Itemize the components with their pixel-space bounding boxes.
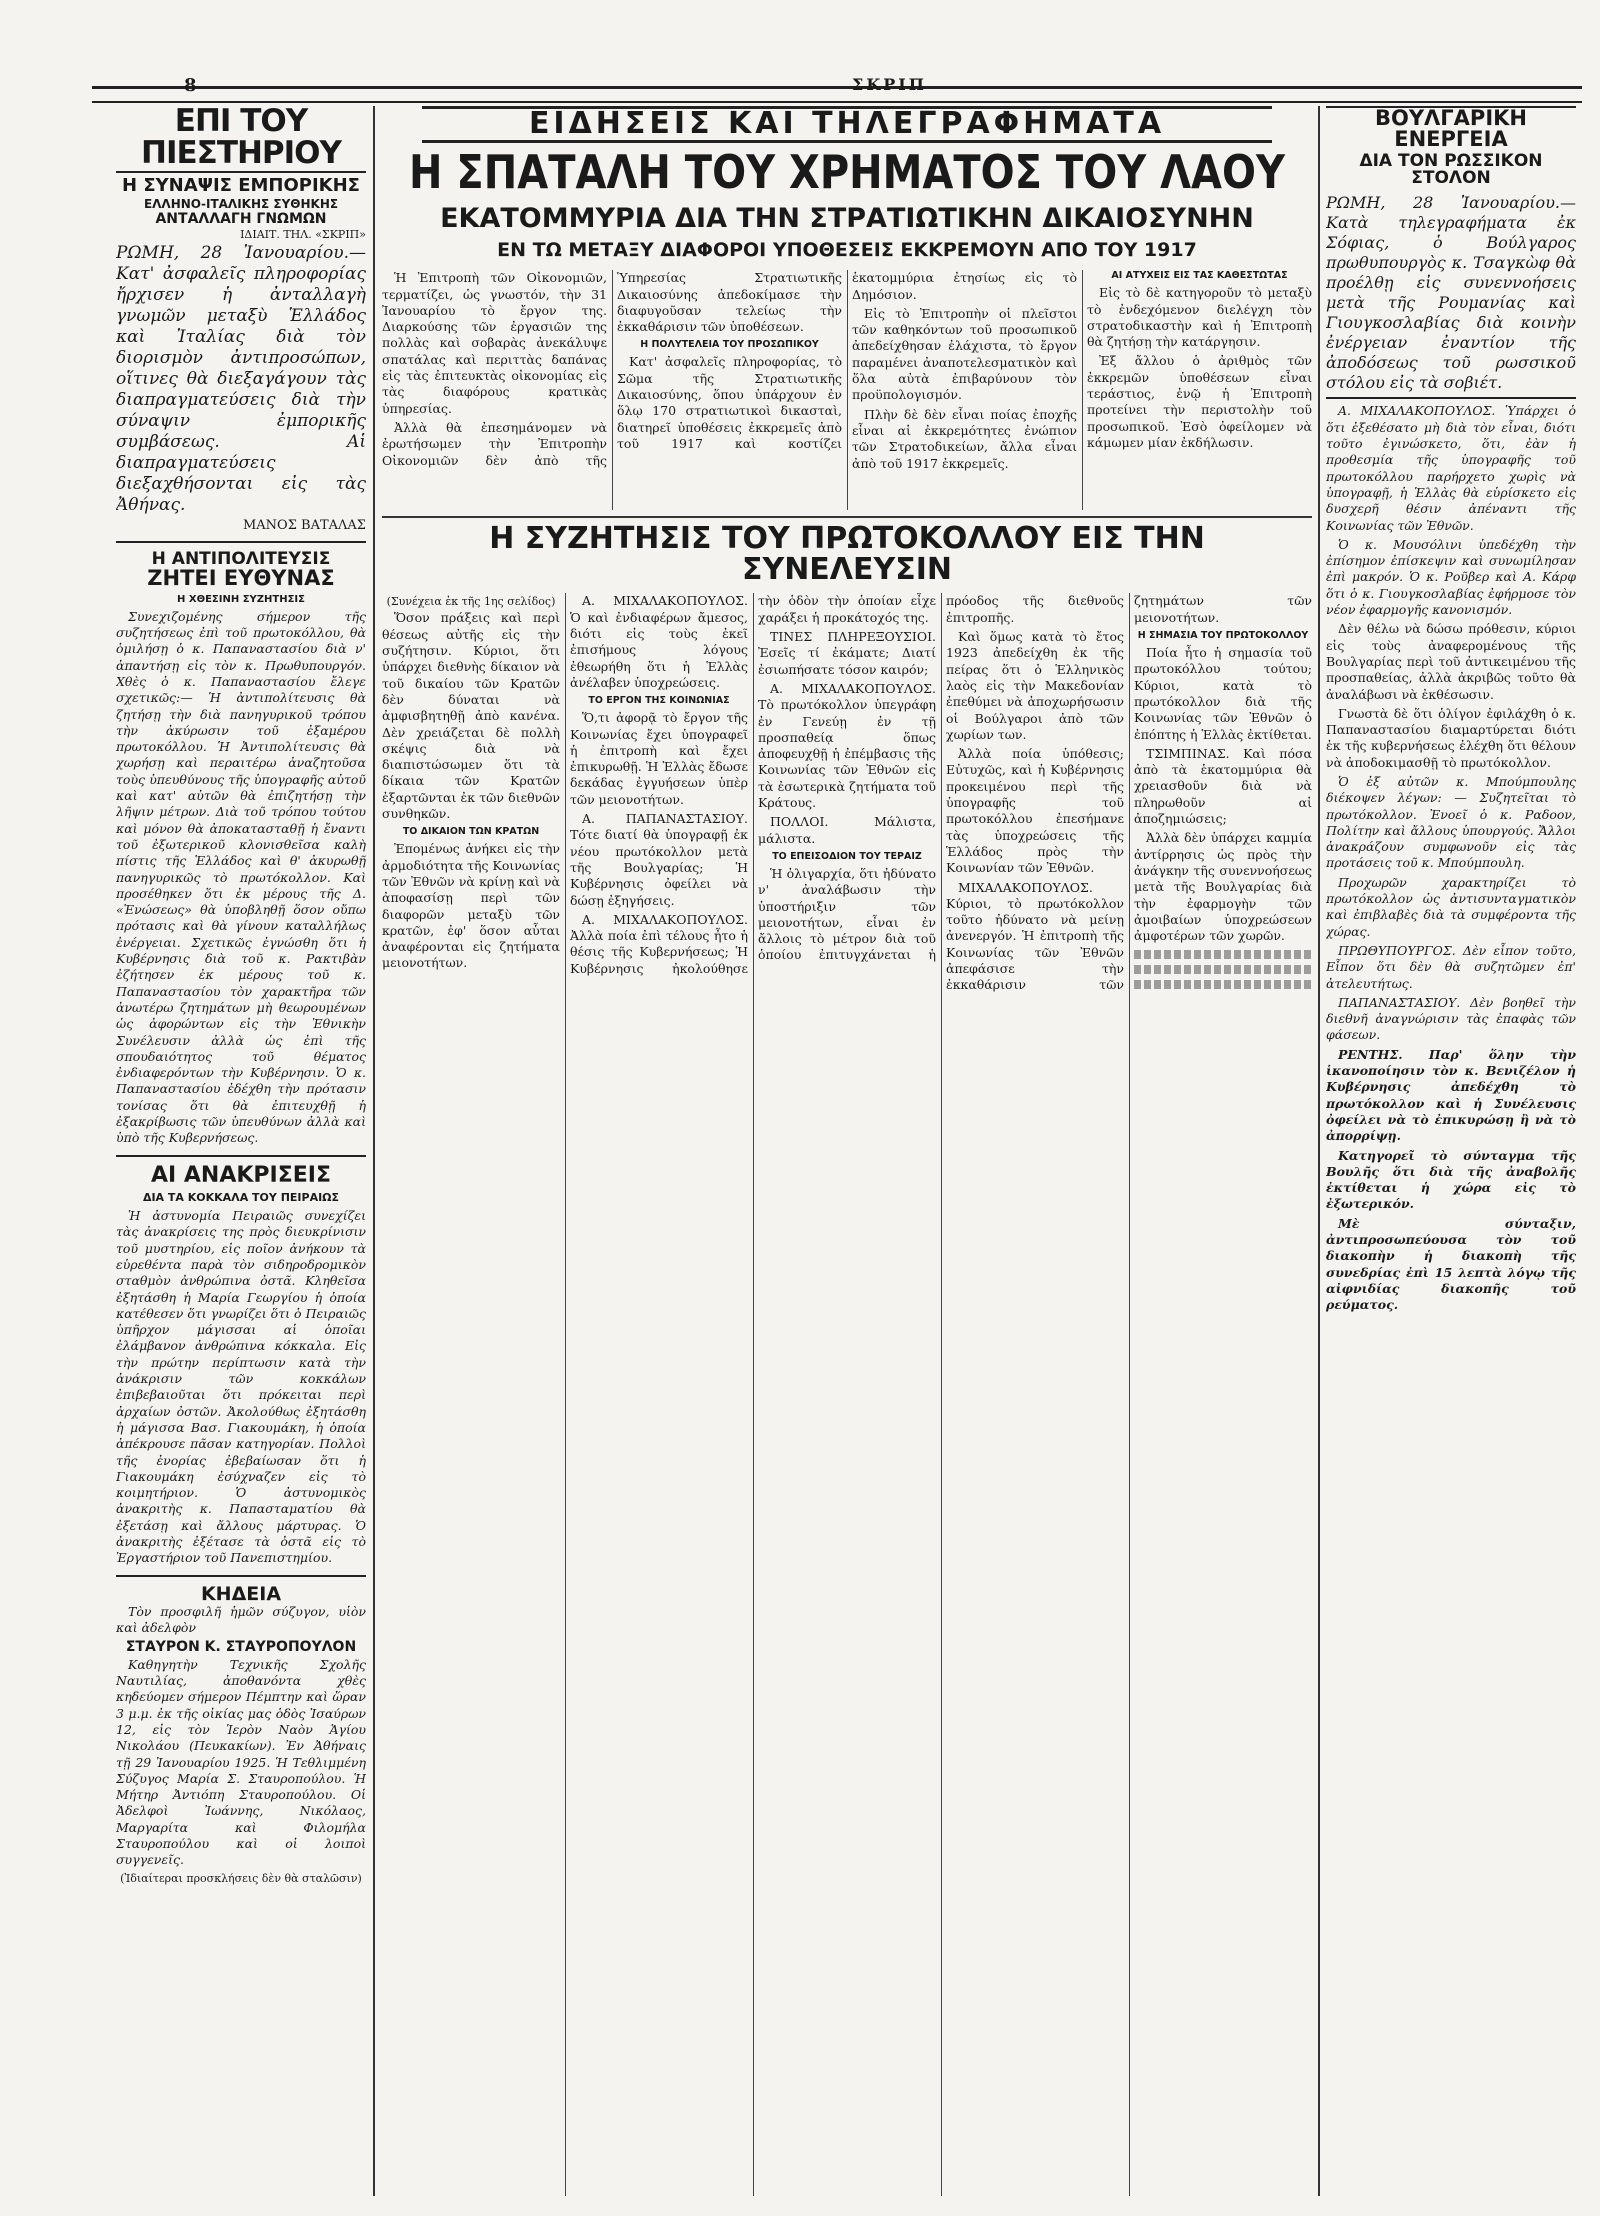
section-banner: ΕΙΔΗΣΕΙΣ ΚΑΙ ΤΗΛΕΓΡΑΦΗΜΑΤΑ (422, 106, 1272, 143)
staff-luxury-subhead: Η ΠΟΛΥΤΕΛΕΙΑ ΤΟΥ ΠΡΟΣΩΠΙΚΟΥ (640, 339, 819, 351)
trade-treaty-text: ΡΩΜΗ, 28 Ἰανουαρίου.— Κατ' ἀσφαλεῖς πληροφορίας ἤρχισεν ἡ ἀνταλλαγὴ γνωμῶν μεταξὺ Ἑλλάδος καὶ Ἰταλίας διὰ τὸν διορισμὸν ἀντιπροσώπων, οἵτινες θὰ διεξαγάγουν τὰς διαπραγματεύσεις διὰ τὴν σύναψιν ἐμπορικῆς συμβάσεως. Αἱ διαπραγματεύσεις διεξαχθήσονται εἰς τὰς Ἀθήνας. (116, 243, 366, 516)
story-paragraph: ΤΙΝΕΣ ΠΛΗΡΕΞΟΥΣΙΟΙ. Ἐσεῖς τί ἐκάματε; Διατί ἐσιωπήσατε τόσον καιρόν; (758, 629, 936, 677)
opposition-subhead: Η ΧΘΕΣΙΝΗ ΣΥΖΗΤΗΣΙΣ (177, 593, 305, 605)
right-paragraph: Ὁ ἐξ αὐτῶν κ. Μπούμπουλης διέκοψεν λέγων: — Συζητεῖται τὸ πρωτόκολλον. Ἐνοεῖ ὁ κ. Ραδοον, Πολίτην καὶ ἄλλους ὑπουργούς. Ἄλλοι ἀνακράζουν συμφωνοῦν εἰς τὰς προτάσεις τοῦ κ. Μπούμπουλη. (1326, 774, 1576, 871)
inquiries-headline: ΑΙ ΑΝΑΚΡΙΣΕΙΣ (151, 1162, 331, 1188)
funeral-headline: ΚΗΔΕΙΑ (200, 1582, 282, 1605)
column-rule-right (1318, 106, 1320, 2196)
bulgarian-headline-1: ΒΟΥΛΓΑΡΙΚΗ ΕΝΕΡΓΕΙΑ (1326, 106, 1576, 151)
page-number: 8 (184, 75, 197, 96)
rights-of-states-subhead: ΤΟ ΔΙΚΑΙΟΝ ΤΩΝ ΚΡΑΤΩΝ (402, 826, 540, 838)
text-filler (1134, 950, 1312, 959)
left-column (116, 106, 366, 2196)
story-spending-body (382, 270, 1312, 510)
bulgarian-lead: ΡΩΜΗ, 28 Ἰανουαρίου.— Κατὰ τηλεγραφήματα ἐκ Σόφιας, ὁ Βούλγαρος πρωθυπουργὸς κ. Τσαγκὼφ θὰ προέλθῃ εἰς συνεννοήσεις μετὰ τῆς Ρουμανίας καὶ Γιουγκοσλαβίας διὰ κοινὴν ἐνέργειαν ἐναντίον τῆς ἀποδόσεως τοῦ ρωσσικοῦ στόλου εἰς τὰ σοβιέτ. (1326, 193, 1576, 393)
masthead-rule (92, 75, 1582, 103)
story-paragraph: Ἡ ὀλιγαρχία, ὅτι ἠδύνατο ν' ἀναλάβωσιν τὴν ὑποστήριξιν τῶν μειονοτήτων, εἶναι ἐν ἄλλοις τὸ μέτρον διὰ τοῦ ὁποίου ἐπιτυγχάνεται ἡ πρόοδος τῆς διεθνοῦς ἐπιτροπῆς. (758, 593, 1124, 963)
story-paragraph: Ἐξ ἄλλου ὁ ἀριθμὸς τῶν ἐκκρεμῶν ὑποθέσεων εἶναι τεράστιος, ἐνῷ ἡ Ἐπιτροπὴ προτείνει τὴν περιστολὴν τοῦ προσωπικοῦ. Ἐσὸ ὀφείλομεν νὰ κάμωμεν μίαν ἐκδήλωσιν. (1087, 353, 1312, 450)
dispatch-line: ΙΔΙΑΙΤ. ΤΗΛ. «ΣΚΡΙΠ» (240, 228, 366, 242)
main-headline: Η ΣΠΑΤΑΛΗ ΤΟΥ ΧΡΗΜΑΤΟΣ ΤΟΥ ΛΑΟΥ (409, 146, 1285, 199)
right-paragraph: Προχωρῶν χαρακτηρίζει τὸ πρωτόκολλον ὡς ἀντισυνταγματικὸν καὶ ἐπιβλαβὲς διὰ τὰ συμφέροντα τῆς χώρας. (1326, 874, 1576, 939)
right-paragraph: Ὁ κ. Μουσόλινι ὑπεδέχθη τὴν ἐπίσημον ἐπίσκεψιν καὶ συνωμίλησαν ἐπὶ μακρόν. Ὁ κ. Ροῦβερ καὶ Α. Κάρφ ὅτι ὁ κ. Γιουγκοσλαβίας ἐφήρμοσε τὸν νέον ἐφαρμογῆς κανονισμόν. (1326, 536, 1576, 618)
paper-name: ΣΚΡΙΠ (852, 75, 927, 94)
funeral-note: (Ἰδιαίτεραι προσκλήσεις δὲν θὰ σταλῶσιν) (120, 1871, 362, 1885)
text-filler (1134, 965, 1312, 974)
right-paragraph: ΡΕΝΤΗΣ. Παρ' ὅλην τὴν ἱκανοποίησιν τὸν κ. Βενιζέλον ἡ Κυβέρνησις ἀπεδέχθη τὸ πρωτόκολλον καὶ ἡ Συνέλευσις ὀφείλει νὰ τὸ ἐπικυρώσῃ ἢ νὰ τὸ ἀπορρίψῃ. (1326, 1046, 1576, 1144)
story-protocol-body (382, 593, 1312, 2196)
funeral-text: Καθηγητὴν Τεχνικῆς Σχολῆς Ναυτιλίας, ἀποθανόντα χθὲς κηδεύομεν σήμερον Πέμπτην καὶ ὥραν 3 μ.μ. ἐκ τῆς οἰκίας μας ὁδὸς Ἰσαύρων 12, εἰς τὸν Ἱερὸν Ναὸν Ἁγίου Νικολάου (Πευκακίων). Ἐν Ἀθήναις τῇ 29 Ἰανουαρίου 1925. Ἡ Τεθλιμμένη Σύζυγος Μαρία Σ. Σταυροπούλου. Ἡ Μήτηρ Ἀντιόπη Σταυροπούλου. Οἱ Ἀδελφοὶ Ἰωάννης, Νικόλαος, Μαργαρίτα καὶ Φιλομήλα Σταυροπούλου καὶ οἱ λοιποὶ συγγενεῖς. (116, 1656, 366, 1868)
story-paragraph: Ὅ,τι ἀφορᾷ τὸ ἔργον τῆς Κοινωνίας ἔχει ὑπογραφεῖ ἡ ἐπιτροπὴ καὶ ἔχει ἐπικυρωθῇ. Ἡ Ἑλλὰς ἔδωσε δεκάδας ἐγγυήσεων ὑπὲρ τῶν μειονοτήτων. (570, 710, 748, 807)
inquiries-subhead: ΔΙΑ ΤΑ ΚΟΚΚΑΛΑ ΤΟΥ ΠΕΙΡΑΙΩΣ (142, 1191, 340, 1205)
right-paragraph: Α. ΜΙΧΑΛΑΚΟΠΟΥΛΟΣ. Ὑπάρχει ὁ ὅτι ἐξεθέσατο μὴ διὰ τὸν εἶναι, διότι τοῦτο ἐγινώσκετο, ὅτι, ἐὰν ἡ προθεσμία τῆς ὑπογραφῆς τοῦ πρωτοκόλλου παρήρχετο χωρὶς νὰ ὑπογραφῇ, ἡ Ἑλλὰς θὰ εὑρίσκετο εἰς δυσχερῆ θέσιν ἀπέναντι τῆς Κοινωνίας τῶν Ἐθνῶν. (1326, 403, 1576, 533)
opposition-text: Συνεχιζομένης σήμερον τῆς συζητήσεως ἐπὶ τοῦ πρωτοκόλλου, θὰ ὁμιλήσῃ ὁ κ. Παπαναστασίου διὰ ν' ἀπαντήσῃ εἰς τὸν κ. Πρωθυπουργόν. Χθὲς ὁ κ. Παπαναστασίου ἔλεγε σχετικῶς:— Ἡ ἀντιπολίτευσις θὰ ζητήσῃ τὴν διὰ πανηγυρικοῦ τρόπου τὴν ἀκύρωσιν τοῦ ἐξαμέρου πρωτοκόλλου. Ἡ Ἀντιπολίτευσις θὰ χωρήσῃ καὶ περαιτέρω ἀναζητοῦσα τοὺς ὑπευθύνους τῆς ὑπογραφῆς αὐτοῦ καὶ κατ' αὐτῶν θὰ ἐπιζητήσῃ τὴν λῆψιν μέτρων. Διὰ τοῦ τρόπου τούτου καὶ μόνον θὰ ἀποκατασταθῇ ἡ ἔναντι τοῦ ἐξωτερικοῦ κλονισθεῖσα καλὴ πίστις τῆς Ἑλλάδος καὶ θ' ἀκυρωθῇ πανηγυρικῶς τὸ πρωτόκολλον. Καὶ προσέθηκεν ὅτι ἐκ μέρους τῆς Δ. «Ἑνώσεως» θὰ ὑποβληθῇ ὅσον οὔπω πρότασις καὶ θὰ γίνουν καταλλήλως ἐνέργειαι. Σχετικῶς ἐγνώσθη ὅτι ἡ Κυβέρνησις διὰ τοῦ κ. Ρακτιβὰν ἐζήτησεν ἐκ μέρους τοῦ κ. Παπαναστασίου τὸν χαρακτῆρα τῶν ἀνωτέρω ζητημάτων μὴ θεωρουμένων ὡς ἀφορώντων εἰς τὴν Ἐθνικὴν Συνέλευσιν ἀλλὰ ὡς ἐπὶ τῆς σπουδαιότητος τοῦ θέματος ἐνδιαφερόντων τὴν Κυβέρνησιν. Ὁ κ. Παπαναστασίου ἐδέχθη τὴν πρότασιν τονίσας ὅτι θὰ ἐπιτευχθῇ ἡ ἐξακρίβωσις τῶν ὑπευθύνων ἀλλὰ καὶ ὑπὸ τῆς Κυβερνήσεως. (116, 608, 366, 1146)
story-paragraph: Α. ΠΑΠΑΝΑΣΤΑΣΙΟΥ. Τότε διατί θὰ ὑπογραφῇ ἐκ νέου πρωτόκολλον μετὰ τῆς Βουλγαρίας; Ἡ Κυβέρνησις ὀφείλει νὰ δώσῃ ἐξηγήσεις. (570, 811, 748, 908)
story-paragraph: Εἰς τὸ Ἐπιτροπὴν οἱ πλεῖστοι τῶν καθηκόντων τοῦ προσωπικοῦ ἀπεδείχθησαν ἐλάχιστα, τὸ ἔργον παραμένει ἀναποτελεσματικὸν καὶ ὅλα αὐτὰ ἐπιβαρύνουν τὸν προϋπολογισμόν. (852, 305, 1077, 403)
opposition-headline-1: Η ΑΝΤΙΠΟΛΙΤΕΥΣΙΣ (151, 549, 331, 570)
story-paragraph: Α. ΜΙΧΑΛΑΚΟΠΟΥΛΟΣ. Ὁ καὶ ἐνδιαφέρων ἄμεσος, διότι εἰς τοὺς ἐκεῖ ἐπισήμους λόγους ἐθεωρήθη ὅτι ἡ Ἑλλὰς ἀνέλαβεν ὑποχρεώσεις. (570, 593, 748, 690)
opposition-headline-2: ΖΗΤΕΙ ΕΥΘΥΝΑΣ (147, 566, 335, 591)
story-paragraph: Ποία ἦτο ἡ σημασία τοῦ πρωτοκόλλου τούτου; Κύριοι, κατὰ τὸ πρωτόκολλον διὰ τῆς Κοινωνίας τῶν Ἐθνῶν ὁ ἐπόπτης ἡ Ἑλλὰς ἐκτίθεται. (1134, 645, 1312, 742)
left-kicker: ΕΠΙ ΤΟΥ ΠΙΕΣΤΗΡΙΟΥ (116, 106, 366, 173)
right-paragraph: ΠΡΩΘΥΠΟΥΡΓΟΣ. Δὲν εἶπον τοῦτο, Εἶπον ὅτι δὲν θὰ συζητῶμεν ἐπ' ἀτελευτήτως. (1326, 942, 1576, 991)
story-paragraph: Α. ΜΙΧΑΛΑΚΟΠΟΥΛΟΣ. Τὸ πρωτόκολλον ὑπεγράφη ἐν Γενεύῃ ἐν τῇ προσπαθείᾳ ὅπως ἀποφευχθῇ ἡ ἐπέμβασις τῆς Κοινωνίας τῶν Ἐθνῶν εἰς τὰ ἐσωτερικὰ ζητήματα τοῦ Κράτους. (758, 680, 936, 811)
divider (1326, 397, 1576, 399)
funeral-name: ΣΤΑΥΡΟΝ Κ. ΣΤΑΥΡΟΠΟΥΛΟΝ (125, 1638, 357, 1655)
protocol-headline: Η ΣΥΖΗΤΗΣΙΣ ΤΟΥ ΠΡΩΤΟΚΟΛΛΟΥ ΕΙΣ ΤΗΝ ΣΥΝΕΛΕΥΣΙΝ (489, 521, 1205, 587)
story-paragraph: Ἐπομένως ἀνήκει εἰς τὴν ἀρμοδιότητα τῆς Κοινωνίας τῶν Ἐθνῶν νὰ κρίνῃ καὶ νὰ ἀποφασίσῃ περὶ τῶν διαφορῶν μεταξὺ τῶν κρατῶν, ἐφ' ὅσον αὗται ἀναφέρονται εἰς ζητήματα μειονοτήτων. (382, 841, 561, 971)
left-headline-2: ΕΛΛΗΝΟ-ΙΤΑΛΙΚΗΣ ΣΥΘΗΚΗΣ (143, 196, 339, 211)
story-paragraph: Ἡ Ἐπιτροπὴ τῶν Οἰκονομιῶν, τερματίζει, ὡς γνωστόν, τὴν 31 Ἰανουαρίου τὸ ἔργον της. Διαρκούσης τῶν ἐργασιῶν της πολλὰς καὶ σοβαρὰς ἀνεκάλυψε σπατάλας καὶ περιττὰς δαπάνας εἰς τὰς ἐπιτευκτὰς οἰκονομίας εἰς τὰς διαφόρους κρατικὰς ὑπηρεσίας. (382, 270, 607, 416)
story-paragraph: Α. ΜΙΧΑΛΑΚΟΠΟΥΛΟΣ. Ἀλλὰ ποία ἐπὶ τέλους ἦτο ἡ θέσις τῆς Κυβερνήσεως; Ἡ Κυβέρνησις ἠκολούθησε τὴν ὁδὸν τὴν ὁποίαν εἶχε χαράξει ἡ προκάτοχός της. (570, 593, 936, 976)
story-paragraph: Καὶ ὅμως κατὰ τὸ ἔτος 1923 ἀπεδείχθη ἐκ τῆς πείρας ὅτι ὁ Ἑλληνικὸς λαὸς εἰς τὴν Μακεδονίαν ἐπεθύμει νὰ ἀποχωρήσωσιν οἱ Βούλγαροι ἀπὸ τῶν χωρίων των. (946, 629, 1124, 742)
left-headline-3: ΑΝΤΑΛΛΑΓΗ ΓΝΩΜΩΝ (155, 210, 327, 227)
inquiries-text: Ἡ ἀστυνομία Πειραιῶς συνεχίζει τὰς ἀνακρίσεις της πρὸς διευκρίνισιν τοῦ μυστηρίου, εἰς ποῖον ἀνήκουν τὰ εὑρεθέντα παρὰ τὸν σιδηροδρομικὸν σταθμὸν ἀνθρώπινα ὀστᾶ. Κληθεῖσα ἐξητάσθη ἡ Μαρία Γεωργίου ἡ ὁποία κατέθεσεν ὅτι γνωρίζει ὅτι ὁ Πειραιῶς ὑπῆρχον μάγισσαι αἱ ὁποῖαι ἐλάμβανον ἀνθρώπινα κόκκαλα. Εἰς τὴν πρώτην περίπτωσιν κατὰ τὴν ἀνάκρισιν τῶν κοκκάλων ἐπιβεβαιοῦται ὅτι πρόκειται περὶ ἀρχαίων ὀστῶν. Ἀκολούθως ἐξητάσθη ἡ μάγισσα Βασ. Γιακουμάκη, ἡ ὁποία ἀπέκρουσε πᾶσαν κατηγορίαν. Πολλοὶ τῆς ἐνορίας ἐβεβαίωσαν ὅτι ἡ Γιακουμάκη ἐσύχναζεν εἰς τὸ κοιμητήριον. Ὁ ἀστυνομικὸς ἀνακριτὴς κ. Παπασταματίου θὰ ἐξετάσῃ καὶ ἄλλους μάρτυρας. Ὁ ἀνακριτὴς ἐξέτασε τὰ ὀστᾶ εἰς τὸ Ἐργαστήριον τοῦ Πανεπιστημίου. (116, 1208, 366, 1566)
main-deck-2: ΕΝ ΤΩ ΜΕΤΑΞΥ ΔΙΑΦΟΡΟΙ ΥΠΟΘΕΣΕΙΣ ΕΚΚΡΕΜΟΥΝ ΑΠΟ ΤΟΥ 1917 (497, 238, 1197, 261)
right-paragraph: Κατηγορεῖ τὸ σύνταγμα τῆς Βουλῆς ὅτι διὰ τῆς ἀναβολῆς ἐκτίθεται ἡ χώρα εἰς τὸ ἐξωτερικόν. (1326, 1147, 1576, 1212)
story-paragraph: ΤΣΙΜΠΙΝΑΣ. Καὶ πόσα ἀπὸ τὰ ἑκατομμύρια θὰ χρειασθοῦν διὰ νὰ πληρωθοῦν αἱ ἀποζημιώσεις; (1134, 745, 1312, 827)
story-paragraph: ΜΙΧΑΛΑΚΟΠΟΥΛΟΣ. Κύριοι, τὸ πρωτόκολλον τοῦτο ἠδύνατο νὰ μείνῃ ἀνενεργόν. Ἡ ἐπιτροπὴ τῆς Κοινωνίας τῶν Ἐθνῶν ἀπεφάσισε τὴν ἐκκαθάρισιν τῶν ζητημάτων τῶν μειονοτήτων. (946, 593, 1312, 993)
story-paragraph: Ἀλλὰ θὰ ἐπεσημάνομεν νὰ ἐρωτήσωμεν τὴν Ἐπιτροπὴν Οἰκονομιῶν δὲν ἀπὸ τῆς Ὑπηρεσίας Στρατιωτικῆς Δικαιοσύνης ἀπεδοκίμασε τὴν διαφυγοῦσαν τελείως τὴν ἐκκαθάρισιν τῶν ὑποθέσεων. (382, 270, 842, 468)
right-column (1326, 106, 1576, 2196)
text-filler (1134, 980, 1312, 989)
story-paragraph: Εἰς τὸ δὲ κατηγοροῦν τὸ μεταξὺ τὸ ἐνδεχόμενον διελέγχη τὸν στρατοδικαστὴν καὶ ἡ Ἐπιτροπὴ θὰ ζητήσῃ τὴν κατάργησιν. (1087, 285, 1312, 350)
story-paragraph: Κατ' ἀσφαλεῖς πληροφορίας, τὸ Σῶμα τῆς Στρατιωτικῆς Δικαιοσύνης, ὅπου ὑπάρχουν ἐν ὅλῳ 170 στρατιωτικοὶ δικασταὶ, διατηρεῖ ὑποθέσεις ἐκκρεμεῖς ἀπὸ τοῦ 1917 καὶ κοστίζει ἑκατομμύρια ἐτησίως εἰς τὸ Δημόσιον. (617, 270, 1077, 451)
center-column (382, 106, 1312, 2196)
terraize-incident-subhead: ΤΟ ΕΠΕΙΣΟΔΙΟΝ ΤΟΥ ΤΕΡΑΙΖ (772, 850, 922, 862)
funeral-intro: Τὸν προσφιλῆ ἡμῶν σύζυγον, υἱὸν καὶ ἀδελφὸν (116, 1603, 366, 1636)
right-paragraph: Μὲ σύνταξιν, ἀντιπροσωπεύουσα τὸν τοῦ διακοπὴν ἡ διακοπὴ τῆς συνεδρίας ἐπὶ 15 λεπτὰ λόγῳ τῆς αἰφνιδίας διακοπῆς τοῦ ρεύματος. (1326, 1215, 1576, 1313)
unfortunate-subhead: ΑΙ ΑΤΥΧΕΙΣ ΕΙΣ ΤΑΣ ΚΑΘΕΣΤΩΤΑΣ (1111, 270, 1288, 282)
league-work-subhead: ΤΟ ΕΡΓΟΝ ΤΗΣ ΚΟΙΝΩΝΙΑΣ (588, 695, 730, 707)
main-deck-1: ΕΚΑΤΟΜΜΥΡΙΑ ΔΙΑ ΤΗΝ ΣΤΡΑΤΙΩΤΙΚΗΝ ΔΙΚΑΙΟΣΥΝΗΝ (440, 203, 1254, 235)
divider (116, 541, 366, 543)
bulgarian-headline-2: ΔΙΑ ΤΟΝ ΡΩΣΣΙΚΟΝ ΣΤΟΛΟΝ (1359, 150, 1543, 189)
story-paragraph: ΠΟΛΛΟΙ. Μάλιστα, μάλιστα. (758, 814, 936, 846)
story-paragraph: Ἀλλὰ δὲν ὑπάρχει καμμία ἀντίρρησις ὡς πρὸς τὴν ἀνάγκην τῆς συνεννοήσεως μετὰ τῆς Βουλγαρίας διὰ τὴν ἐφαρμογὴν τῶν ἀμοιβαίων ὑποχρεώσεων ἀμφοτέρων τῶν χωρῶν. (1134, 830, 1312, 944)
story-paragraph: Πλὴν δὲ δὲν εἶναι ποίας ἐποχῆς εἶναι αἱ ἐκκρεμότητες ἐνώπιον τῶν Στρατοδικείων, ἄλλα εἶναι ἀπὸ τοῦ 1917 ἐκκρεμεῖς. (852, 406, 1077, 471)
author-signature: ΜΑΝΟΣ ΒΑΤΑΛΑΣ (242, 518, 366, 534)
continuation-note: (Συνέχεια ἐκ τῆς 1ης σελίδος) (386, 595, 556, 609)
divider (116, 1155, 366, 1157)
story-paragraph: Ὅσον πράξεις καὶ περὶ θέσεως αὐτῆς εἰς τὴν συζήτησιν. Κύριοι, ὅτι ὑπάρχει διεθνὴς δίκαιον νὰ τοῦ δικαίου τῶν Κρατῶν δὲν δύναται νὰ ἀμφισβητηθῇ ἀπὸ κανένα. Δὲν χρειάζεται δὲ πολλὴ σκέψις διὰ νὰ διαπιστώσωμεν ὅτι τὰ δίκαια τῶν Κρατῶν ἐξαρτῶνται ἐκ τῶν διεθνῶν συνθηκῶν. (382, 610, 560, 822)
protocol-significance-subhead: Η ΣΗΜΑΣΙΑ ΤΟΥ ΠΡΩΤΟΚΟΛΛΟΥ (1137, 630, 1309, 642)
right-paragraph: Δὲν θέλω νὰ δώσω πρόθεσιν, κύριοι εἰς τοὺς ἀναφερομένους τῆς Βουλγαρίας περὶ τοῦ ἀντικειμένου τῆς προσπαθείας, ἀλλὰ ἀκριβῶς τοῦτο θὰ ἀναλάβωσι νὰ ἐκθέσωσιν. (1326, 621, 1576, 702)
divider (116, 1575, 366, 1577)
left-headline-1: Η ΣΥΝΑΨΙΣ ΕΜΠΟΡΙΚΗΣ (122, 175, 360, 197)
right-paragraph: Γνωστὰ δὲ ὅτι ὁλίγον ἐφιλάχθη ὁ κ. Παπαναστασίου διαμαρτύρεται διότι ἐκ τῆς κυβερνήσεως ἐλέχθη ὅτι θέλουν νὰ ἀποδοκιμασθῇ τὸ πρωτόκολλον. (1326, 705, 1576, 770)
right-paragraph: ΠΑΠΑΝΑΣΤΑΣΙΟΥ. Δὲν βοηθεῖ τὴν διεθνῆ ἀναγνώρισιν τὰς ἐπαφὰς τῶν φάσεων. (1326, 994, 1576, 1043)
column-rule-left (373, 106, 375, 2196)
story-divider (382, 516, 1312, 518)
story-paragraph: Ἀλλὰ ποία ὑπόθεσις; Εὐτυχῶς, καὶ ἡ Κυβέρνησις προκειμένου περὶ τῆς ὑπογραφῆς τοῦ πρωτοκόλλου ἐπεσήμανε τὰς ὑποχρεώσεις τῆς Ἑλλάδος πρὸς τὴν Κοινωνίαν τῶν Ἐθνῶν. (946, 746, 1124, 876)
